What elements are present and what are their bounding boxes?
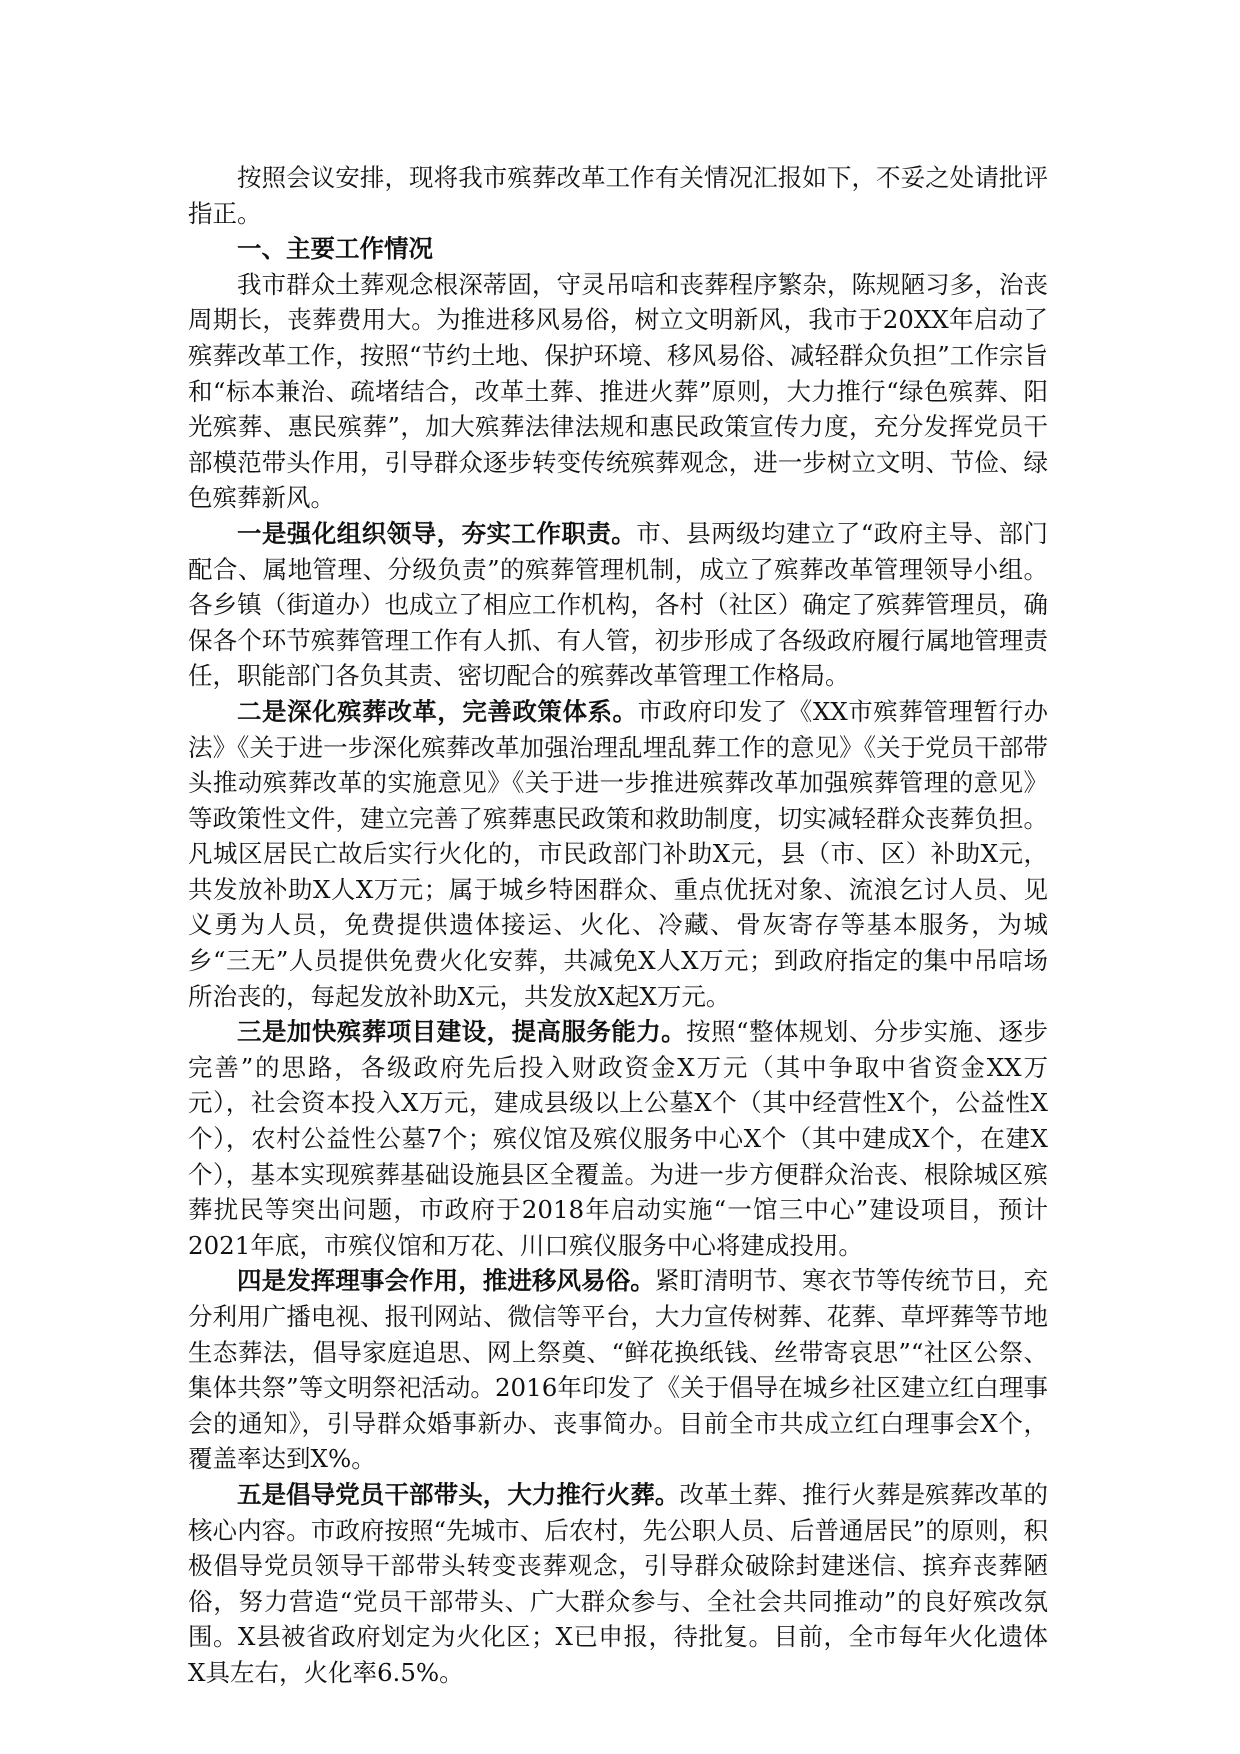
point-paragraph-5: [188, 1477, 1048, 1691]
point-lead: 五是倡导党员干部带头，大力推行火葬。: [237, 1479, 680, 1509]
point-paragraph-4: [188, 1263, 1048, 1477]
point-lead: 四是发挥理事会作用，推进移风易俗。: [237, 1266, 655, 1296]
point-paragraph-2: [188, 694, 1048, 1014]
overview-paragraph: 我市群众土葬观念根深蒂固，守灵吊唁和丧葬程序繁杂，陈规陋习多，治丧周期长，丧葬费用大。为推进移风易俗，树立文明新风，我市于20XX年启动了殡葬改革工作，按照“节约土地、保护环境、移风易俗、减轻群众负担”工作宗旨和“标本兼治、疏堵结合，改革土葬、推进火葬”原则，大力推行“绿色殡葬、阳光殡葬、惠民殡葬”，加大殡葬法律法规和惠民政策宣传力度，充分发挥党员干部模范带头作用，引导群众逐步转变传统殡葬观念，进一步树立文明、节俭、绿色殡葬新风。: [188, 269, 1048, 513]
section-heading: 一、主要工作情况: [237, 234, 433, 264]
point-lead: 三是加快殡葬项目建设，提高服务能力。: [237, 1017, 687, 1047]
point-text: 紧盯清明节、寒衣节等传统节日，充分利用广播电视、报刊网站、微信等平台，大力宣传树葬、花葬、草坪葬等节地生态葬法，倡导家庭追思、网上祭奠、“鲜花换纸钱、丝带寄哀思”“社区公祭、集体共祭”等文明祭祀活动。2016年印发了《关于倡导在城乡社区建立红白理事会的通知》，引导群众婚事新办、丧事简办。目前全市共成立红白理事会X个，覆盖率达到X%。: [188, 1266, 1048, 1474]
point-text: 市、县两级均建立了“政府主导、部门配合、属地管理、分级负责”的殡葬管理机制，成立了殡葬改革管理领导小组。各乡镇（街道办）也成立了相应工作机构，各村（社区）确定了殡葬管理员，确保各个环节殡葬管理工作有人抓、有人管，初步形成了各级政府履行属地管理责任，职能部门各负其责、密切配合的殡葬改革管理工作格局。: [188, 518, 1048, 691]
point-lead: 一是强化组织领导，夯实工作职责。: [237, 518, 637, 548]
document-page: [188, 160, 1048, 1691]
point-lead: 二是深化殡葬改革，完善政策体系。: [237, 696, 638, 726]
point-text: 按照“整体规划、分步实施、逐步完善”的思路，各级政府先后投入财政资金X万元（其中争取中省资金XX万元），社会资本投入X万元，建成县级以上公墓X个（其中经营性X个，公益性X个），农村公益性公墓7个；殡仪馆及殡仪服务中心X个（其中建成X个，在建X个），基本实现殡葬基础设施县区全覆盖。为进一步方便群众治丧、根除城区殡葬扰民等突出问题，市政府于2018年启动实施“一馆三中心”建设项目，预计2021年底，市殡仪馆和万花、川口殡仪服务中心将建成投用。: [188, 1017, 1048, 1260]
point-text: 市政府印发了《XX市殡葬管理暂行办法》《关于进一步深化殡葬改革加强治理乱埋乱葬工作的意见》《关于党员干部带头推动殡葬改革的实施意见》《关于进一步推进殡葬改革加强殡葬管理的意见》等政策性文件，建立完善了殡葬惠民政策和救助制度，切实减轻群众丧葬负担。凡城区居民亡故后实行火化的，市民政部门补助X元，县（市、区）补助X元，共发放补助X人X万元；属于城乡特困群众、重点优抚对象、流浪乞讨人员、见义勇为人员，免费提供遗体接运、火化、冷藏、骨灰寄存等基本服务，为城乡“三无”人员提供免费火化安葬，共减免X人X万元；到政府指定的集中吊唁场所治丧的，每起发放补助X元，共发放X起X万元。: [188, 696, 1048, 1011]
point-paragraph-1: [188, 516, 1048, 694]
point-text: 改革土葬、推行火葬是殡葬改革的核心内容。市政府按照“先城市、后农村，先公职人员、后普通居民”的原则，积极倡导党员领导干部带头转变丧葬观念，引导群众破除封建迷信、摈弃丧葬陋俗，努力营造“党员干部带头、广大群众参与、全社会共同推动”的良好殡改氛围。X县被省政府划定为火化区；X已申报，待批复。目前，全市每年火化遗体X具左右，火化率6.5%。: [188, 1479, 1048, 1687]
point-paragraph-3: [188, 1014, 1048, 1263]
intro-paragraph: 按照会议安排，现将我市殡葬改革工作有关情况汇报如下，不妥之处请批评指正。: [188, 163, 1048, 228]
